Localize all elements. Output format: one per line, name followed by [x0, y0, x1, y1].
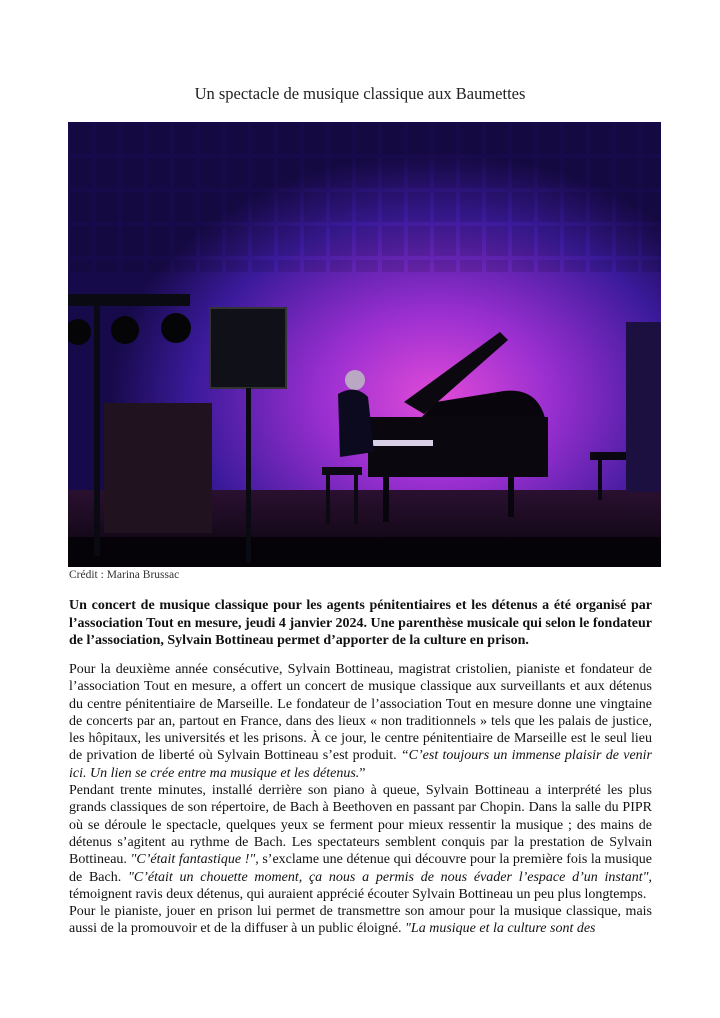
quote-detainees-2: "C’était un chouette moment, ça nous a permis de nous évader l’espace d’un instant" — [127, 869, 649, 885]
quote-pianist: “C’est toujours un immense plaisir de venir ici. Un lien se crée entre ma musique et les détenus. — [69, 748, 652, 781]
paragraph-3-text: Pour le pianiste, jouer en prison lui permet de transmettre son amour pour la musique classique, mais aussi de la promouvoir et de la diffuser à un public éloigné. — [69, 904, 652, 937]
paragraph-3 — [69, 903, 652, 938]
paragraph-1-text: Pour la deuxième année consécutive, Sylvain Bottineau, magistrat cristolien, pianiste et fondateur de l’association Tout en mesure, a offert un concert de musique classique aux surveillants et aux détenus du centre pénitentiaire de Marseille. Le fondateur de l’association Tout en mesure donne une vingtaine de concerts par an, partout en France, dans des lieux « non traditionnels » tels que les palais de justice, les hôpitaux, les universités et les prisons. À ce jour, le centre pénitentiaire de Marseille est le seul lieu de privation de liberté où Sylvain Bottineau s’est produit. — [69, 662, 652, 764]
photo-credit: Crédit : Marina Brussac — [69, 569, 180, 581]
quote-detainee-1: "C’était fantastique !", — [130, 852, 259, 868]
paragraph-2 — [69, 782, 652, 903]
paragraph-1 — [69, 661, 652, 782]
quote-culture: "La musique et la culture sont des — [405, 921, 596, 937]
article-body — [69, 661, 652, 938]
paragraph-2-text-1: Pendant trente minutes, installé derrière son piano à queue, Sylvain Bottineau a interprété les plus grands classiques de son répertoire, de Bach à Beethoven en passant par Chopin. Dans la salle du PIPR où se déroule le spectacle, quelques yeux se ferment pour mieux ressentir la musique ; des mains de détenus s’agitent au rythme de Bach. Les spectateurs semblent conquis par la prestation de Sylvain Bottineau. — [69, 783, 652, 868]
article-title: Un spectacle de musique classique aux Baumettes — [194, 84, 526, 103]
paragraph-2-text-2: s’exclame une détenue qui découvre pour la première fois la musique de Bach. — [69, 852, 652, 885]
concert-photo — [68, 122, 661, 567]
paragraph-2-text-3: , témoignent ravis deux détenus, qui auraient apprécié écouter Sylvain Bottineau un peu plus longtemps. — [69, 869, 652, 902]
quote-close-mark: ” — [359, 765, 366, 781]
article-lead: Un concert de musique classique pour les agents pénitentiaires et les détenus a été organisé par l’association Tout en mesure, jeudi 4 janvier 2024. Une parenthèse musicale qui selon le fondateur de l’association, Sylvain Bottineau permet d’apporter de la culture en prison. — [69, 598, 652, 648]
